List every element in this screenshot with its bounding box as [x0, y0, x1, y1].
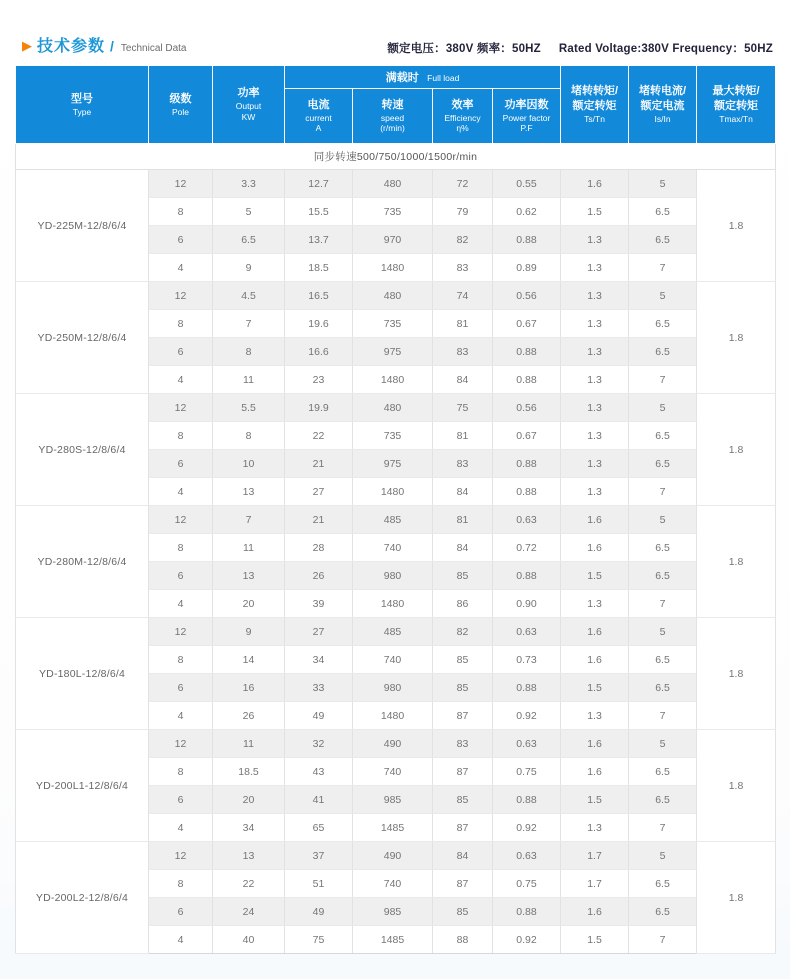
tmax-tn-cell: 1.8: [697, 618, 776, 730]
output-kw-cell: 26: [213, 702, 285, 730]
is-in-cell: 6.5: [629, 870, 697, 898]
speed-cell: 740: [353, 534, 433, 562]
current-cell: 49: [285, 898, 353, 926]
current-cell: 26: [285, 562, 353, 590]
power-factor-cell: 0.67: [493, 422, 561, 450]
tmax-tn-cell: 1.8: [697, 730, 776, 842]
current-cell: 28: [285, 534, 353, 562]
power-factor-cell: 0.67: [493, 310, 561, 338]
model-cell: YD-200L1-12/8/6/4: [16, 730, 149, 842]
pole-cell: 8: [149, 198, 213, 226]
current-cell: 49: [285, 702, 353, 730]
efficiency-cell: 81: [433, 310, 493, 338]
col-header-type: 型号 Type: [16, 66, 149, 144]
power-factor-cell: 0.88: [493, 478, 561, 506]
page-header: [15, 33, 775, 65]
is-in-cell: 5: [629, 618, 697, 646]
pole-cell: 12: [149, 394, 213, 422]
current-cell: 37: [285, 842, 353, 870]
efficiency-cell: 84: [433, 842, 493, 870]
title-chinese: 技术参数: [37, 38, 106, 55]
table-row: [16, 618, 776, 646]
model-cell: YD-280S-12/8/6/4: [16, 394, 149, 506]
speed-cell: 985: [353, 898, 433, 926]
speed-cell: 490: [353, 730, 433, 758]
speed-cell: 740: [353, 758, 433, 786]
speed-cell: 485: [353, 618, 433, 646]
efficiency-cell: 88: [433, 926, 493, 954]
speed-cell: 1480: [353, 254, 433, 282]
current-cell: 19.9: [285, 394, 353, 422]
power-factor-cell: 0.63: [493, 842, 561, 870]
output-kw-cell: 14: [213, 646, 285, 674]
col-header-is-in: 堵转电流/ 额定电流 Is/In: [629, 66, 697, 144]
output-kw-cell: 3.3: [213, 170, 285, 198]
is-in-cell: 7: [629, 814, 697, 842]
current-cell: 15.5: [285, 198, 353, 226]
output-kw-cell: 13: [213, 478, 285, 506]
power-factor-cell: 0.92: [493, 814, 561, 842]
is-in-cell: 6.5: [629, 198, 697, 226]
pole-cell: 6: [149, 562, 213, 590]
efficiency-cell: 86: [433, 590, 493, 618]
ts-tn-cell: 1.3: [561, 226, 629, 254]
is-in-cell: 6.5: [629, 450, 697, 478]
output-kw-cell: 24: [213, 898, 285, 926]
col-header-tmax-tn: 最大转矩/ 额定转矩 Tmax/Tn: [697, 66, 776, 144]
current-cell: 13.7: [285, 226, 353, 254]
pole-cell: 8: [149, 870, 213, 898]
ts-tn-cell: 1.6: [561, 730, 629, 758]
output-kw-cell: 34: [213, 814, 285, 842]
is-in-cell: 7: [629, 926, 697, 954]
output-kw-cell: 11: [213, 366, 285, 394]
current-cell: 16.6: [285, 338, 353, 366]
power-factor-cell: 0.88: [493, 562, 561, 590]
power-factor-cell: 0.90: [493, 590, 561, 618]
is-in-cell: 6.5: [629, 534, 697, 562]
output-kw-cell: 18.5: [213, 758, 285, 786]
speed-cell: 740: [353, 646, 433, 674]
speed-cell: 735: [353, 310, 433, 338]
output-kw-cell: 9: [213, 254, 285, 282]
speed-cell: 480: [353, 394, 433, 422]
efficiency-cell: 81: [433, 422, 493, 450]
efficiency-cell: 84: [433, 478, 493, 506]
pole-cell: 12: [149, 618, 213, 646]
table-row: [16, 506, 776, 534]
output-kw-cell: 20: [213, 786, 285, 814]
ts-tn-cell: 1.6: [561, 758, 629, 786]
output-kw-cell: 10: [213, 450, 285, 478]
output-kw-cell: 16: [213, 674, 285, 702]
col-header-pole: 级数 Pole: [149, 66, 213, 144]
tmax-tn-cell: 1.8: [697, 394, 776, 506]
output-kw-cell: 13: [213, 842, 285, 870]
efficiency-cell: 79: [433, 198, 493, 226]
power-factor-cell: 0.55: [493, 170, 561, 198]
ts-tn-cell: 1.5: [561, 198, 629, 226]
pole-cell: 6: [149, 898, 213, 926]
output-kw-cell: 22: [213, 870, 285, 898]
output-kw-cell: 5.5: [213, 394, 285, 422]
pole-cell: 4: [149, 926, 213, 954]
ts-tn-cell: 1.7: [561, 842, 629, 870]
power-factor-cell: 0.88: [493, 366, 561, 394]
technical-data-table: [15, 65, 776, 954]
pole-cell: 12: [149, 842, 213, 870]
efficiency-cell: 82: [433, 618, 493, 646]
table-body: [16, 170, 776, 954]
speed-cell: 740: [353, 870, 433, 898]
is-in-cell: 7: [629, 254, 697, 282]
speed-cell: 485: [353, 506, 433, 534]
is-in-cell: 6.5: [629, 338, 697, 366]
speed-cell: 1480: [353, 478, 433, 506]
ts-tn-cell: 1.5: [561, 786, 629, 814]
is-in-cell: 5: [629, 842, 697, 870]
efficiency-cell: 85: [433, 786, 493, 814]
ts-tn-cell: 1.3: [561, 702, 629, 730]
is-in-cell: 7: [629, 590, 697, 618]
current-cell: 27: [285, 478, 353, 506]
pole-cell: 6: [149, 674, 213, 702]
current-cell: 39: [285, 590, 353, 618]
power-factor-cell: 0.75: [493, 870, 561, 898]
ts-tn-cell: 1.6: [561, 618, 629, 646]
output-kw-cell: 11: [213, 534, 285, 562]
pole-cell: 8: [149, 422, 213, 450]
table-row: [16, 394, 776, 422]
is-in-cell: 6.5: [629, 898, 697, 926]
speed-cell: 970: [353, 226, 433, 254]
sync-speed-row: 同步转速500/750/1000/1500r/min: [16, 144, 776, 170]
tmax-tn-cell: 1.8: [697, 170, 776, 282]
efficiency-cell: 83: [433, 730, 493, 758]
power-factor-cell: 0.88: [493, 786, 561, 814]
table-header: [16, 66, 776, 170]
ts-tn-cell: 1.5: [561, 562, 629, 590]
power-factor-cell: 0.63: [493, 506, 561, 534]
efficiency-cell: 87: [433, 814, 493, 842]
tmax-tn-cell: 1.8: [697, 842, 776, 954]
ts-tn-cell: 1.3: [561, 366, 629, 394]
current-cell: 23: [285, 366, 353, 394]
tmax-tn-cell: 1.8: [697, 506, 776, 618]
is-in-cell: 6.5: [629, 226, 697, 254]
pole-cell: 12: [149, 730, 213, 758]
is-in-cell: 6.5: [629, 646, 697, 674]
current-cell: 21: [285, 450, 353, 478]
power-factor-cell: 0.75: [493, 758, 561, 786]
current-cell: 51: [285, 870, 353, 898]
power-factor-cell: 0.63: [493, 618, 561, 646]
ts-tn-cell: 1.6: [561, 646, 629, 674]
ts-tn-cell: 1.5: [561, 926, 629, 954]
power-factor-cell: 0.56: [493, 394, 561, 422]
is-in-cell: 6.5: [629, 758, 697, 786]
is-in-cell: 6.5: [629, 562, 697, 590]
title-divider: /: [110, 38, 114, 54]
is-in-cell: 6.5: [629, 310, 697, 338]
efficiency-cell: 87: [433, 702, 493, 730]
speed-cell: 1480: [353, 366, 433, 394]
pole-cell: 6: [149, 786, 213, 814]
pole-cell: 8: [149, 310, 213, 338]
speed-cell: 975: [353, 450, 433, 478]
current-cell: 19.6: [285, 310, 353, 338]
current-cell: 41: [285, 786, 353, 814]
rating-info: [387, 40, 773, 56]
pole-cell: 8: [149, 534, 213, 562]
rating-english: Rated Voltage:380V Frequency：50HZ: [558, 43, 773, 55]
ts-tn-cell: 1.3: [561, 394, 629, 422]
output-kw-cell: 8: [213, 422, 285, 450]
current-cell: 16.5: [285, 282, 353, 310]
table-row: [16, 730, 776, 758]
is-in-cell: 6.5: [629, 674, 697, 702]
current-cell: 43: [285, 758, 353, 786]
ts-tn-cell: 1.6: [561, 506, 629, 534]
speed-cell: 480: [353, 170, 433, 198]
ts-tn-cell: 1.3: [561, 338, 629, 366]
power-factor-cell: 0.73: [493, 646, 561, 674]
is-in-cell: 6.5: [629, 786, 697, 814]
speed-cell: 1485: [353, 814, 433, 842]
speed-cell: 980: [353, 562, 433, 590]
power-factor-cell: 0.92: [493, 702, 561, 730]
efficiency-cell: 83: [433, 338, 493, 366]
speed-cell: 735: [353, 198, 433, 226]
is-in-cell: 7: [629, 366, 697, 394]
is-in-cell: 7: [629, 702, 697, 730]
pole-cell: 4: [149, 814, 213, 842]
efficiency-cell: 85: [433, 562, 493, 590]
model-cell: YD-225M-12/8/6/4: [16, 170, 149, 282]
is-in-cell: 5: [629, 170, 697, 198]
speed-cell: 490: [353, 842, 433, 870]
is-in-cell: 7: [629, 478, 697, 506]
current-cell: 22: [285, 422, 353, 450]
is-in-cell: 5: [629, 506, 697, 534]
ts-tn-cell: 1.3: [561, 450, 629, 478]
speed-cell: 975: [353, 338, 433, 366]
efficiency-cell: 74: [433, 282, 493, 310]
output-kw-cell: 7: [213, 310, 285, 338]
pole-cell: 6: [149, 450, 213, 478]
pole-cell: 4: [149, 366, 213, 394]
pole-cell: 12: [149, 506, 213, 534]
pole-cell: 12: [149, 282, 213, 310]
is-in-cell: 5: [629, 394, 697, 422]
current-cell: 75: [285, 926, 353, 954]
efficiency-cell: 75: [433, 394, 493, 422]
output-kw-cell: 20: [213, 590, 285, 618]
ts-tn-cell: 1.7: [561, 870, 629, 898]
current-cell: 27: [285, 618, 353, 646]
table-row: [16, 282, 776, 310]
power-factor-cell: 0.89: [493, 254, 561, 282]
efficiency-cell: 83: [433, 450, 493, 478]
output-kw-cell: 11: [213, 730, 285, 758]
rating-chinese: 额定电压：380V 频率：50HZ: [387, 43, 541, 55]
speed-cell: 980: [353, 674, 433, 702]
col-header-efficiency: 效率 Efficiency η%: [433, 89, 493, 144]
current-cell: 65: [285, 814, 353, 842]
efficiency-cell: 82: [433, 226, 493, 254]
ts-tn-cell: 1.3: [561, 814, 629, 842]
ts-tn-cell: 1.3: [561, 478, 629, 506]
col-header-current: 电流 current A: [285, 89, 353, 144]
efficiency-cell: 85: [433, 898, 493, 926]
output-kw-cell: 8: [213, 338, 285, 366]
pole-cell: 12: [149, 170, 213, 198]
output-kw-cell: 5: [213, 198, 285, 226]
ts-tn-cell: 1.3: [561, 590, 629, 618]
ts-tn-cell: 1.6: [561, 170, 629, 198]
col-header-power-factor: 功率因数 Power factor P.F: [493, 89, 561, 144]
efficiency-cell: 87: [433, 870, 493, 898]
output-kw-cell: 7: [213, 506, 285, 534]
ts-tn-cell: 1.6: [561, 898, 629, 926]
orange-arrow-icon: ▶: [22, 38, 32, 53]
ts-tn-cell: 1.3: [561, 254, 629, 282]
power-factor-cell: 0.56: [493, 282, 561, 310]
page-title: [22, 33, 187, 56]
efficiency-cell: 72: [433, 170, 493, 198]
col-header-ts-tn: 堵转转矩/ 额定转矩 Ts/Tn: [561, 66, 629, 144]
speed-cell: 985: [353, 786, 433, 814]
title-english: Technical Data: [120, 43, 187, 54]
model-cell: YD-250M-12/8/6/4: [16, 282, 149, 394]
is-in-cell: 5: [629, 730, 697, 758]
current-cell: 18.5: [285, 254, 353, 282]
efficiency-cell: 84: [433, 534, 493, 562]
efficiency-cell: 81: [433, 506, 493, 534]
power-factor-cell: 0.72: [493, 534, 561, 562]
output-kw-cell: 40: [213, 926, 285, 954]
speed-cell: 1480: [353, 702, 433, 730]
power-factor-cell: 0.63: [493, 730, 561, 758]
pole-cell: 4: [149, 254, 213, 282]
table-row: [16, 842, 776, 870]
pole-cell: 4: [149, 590, 213, 618]
power-factor-cell: 0.62: [493, 198, 561, 226]
speed-cell: 1485: [353, 926, 433, 954]
ts-tn-cell: 1.5: [561, 674, 629, 702]
power-factor-cell: 0.88: [493, 450, 561, 478]
current-cell: 33: [285, 674, 353, 702]
output-kw-cell: 6.5: [213, 226, 285, 254]
pole-cell: 4: [149, 702, 213, 730]
pole-cell: 8: [149, 758, 213, 786]
power-factor-cell: 0.88: [493, 226, 561, 254]
ts-tn-cell: 1.3: [561, 310, 629, 338]
model-cell: YD-180L-12/8/6/4: [16, 618, 149, 730]
is-in-cell: 6.5: [629, 422, 697, 450]
ts-tn-cell: 1.3: [561, 282, 629, 310]
ts-tn-cell: 1.6: [561, 534, 629, 562]
speed-cell: 480: [353, 282, 433, 310]
efficiency-cell: 83: [433, 254, 493, 282]
speed-cell: 1480: [353, 590, 433, 618]
current-cell: 12.7: [285, 170, 353, 198]
ts-tn-cell: 1.3: [561, 422, 629, 450]
current-cell: 32: [285, 730, 353, 758]
power-factor-cell: 0.88: [493, 338, 561, 366]
is-in-cell: 5: [629, 282, 697, 310]
model-cell: YD-200L2-12/8/6/4: [16, 842, 149, 954]
speed-cell: 735: [353, 422, 433, 450]
power-factor-cell: 0.92: [493, 926, 561, 954]
table-row: [16, 170, 776, 198]
col-header-full-load: 满载时 Full load: [285, 66, 561, 89]
model-cell: YD-280M-12/8/6/4: [16, 506, 149, 618]
efficiency-cell: 85: [433, 674, 493, 702]
efficiency-cell: 85: [433, 646, 493, 674]
power-factor-cell: 0.88: [493, 898, 561, 926]
tmax-tn-cell: 1.8: [697, 282, 776, 394]
col-header-output: 功率 Output KW: [213, 66, 285, 144]
current-cell: 21: [285, 506, 353, 534]
output-kw-cell: 9: [213, 618, 285, 646]
efficiency-cell: 87: [433, 758, 493, 786]
pole-cell: 8: [149, 646, 213, 674]
output-kw-cell: 4.5: [213, 282, 285, 310]
pole-cell: 6: [149, 338, 213, 366]
power-factor-cell: 0.88: [493, 674, 561, 702]
efficiency-cell: 84: [433, 366, 493, 394]
output-kw-cell: 13: [213, 562, 285, 590]
pole-cell: 6: [149, 226, 213, 254]
current-cell: 34: [285, 646, 353, 674]
pole-cell: 4: [149, 478, 213, 506]
col-header-speed: 转速 speed (r/min): [353, 89, 433, 144]
